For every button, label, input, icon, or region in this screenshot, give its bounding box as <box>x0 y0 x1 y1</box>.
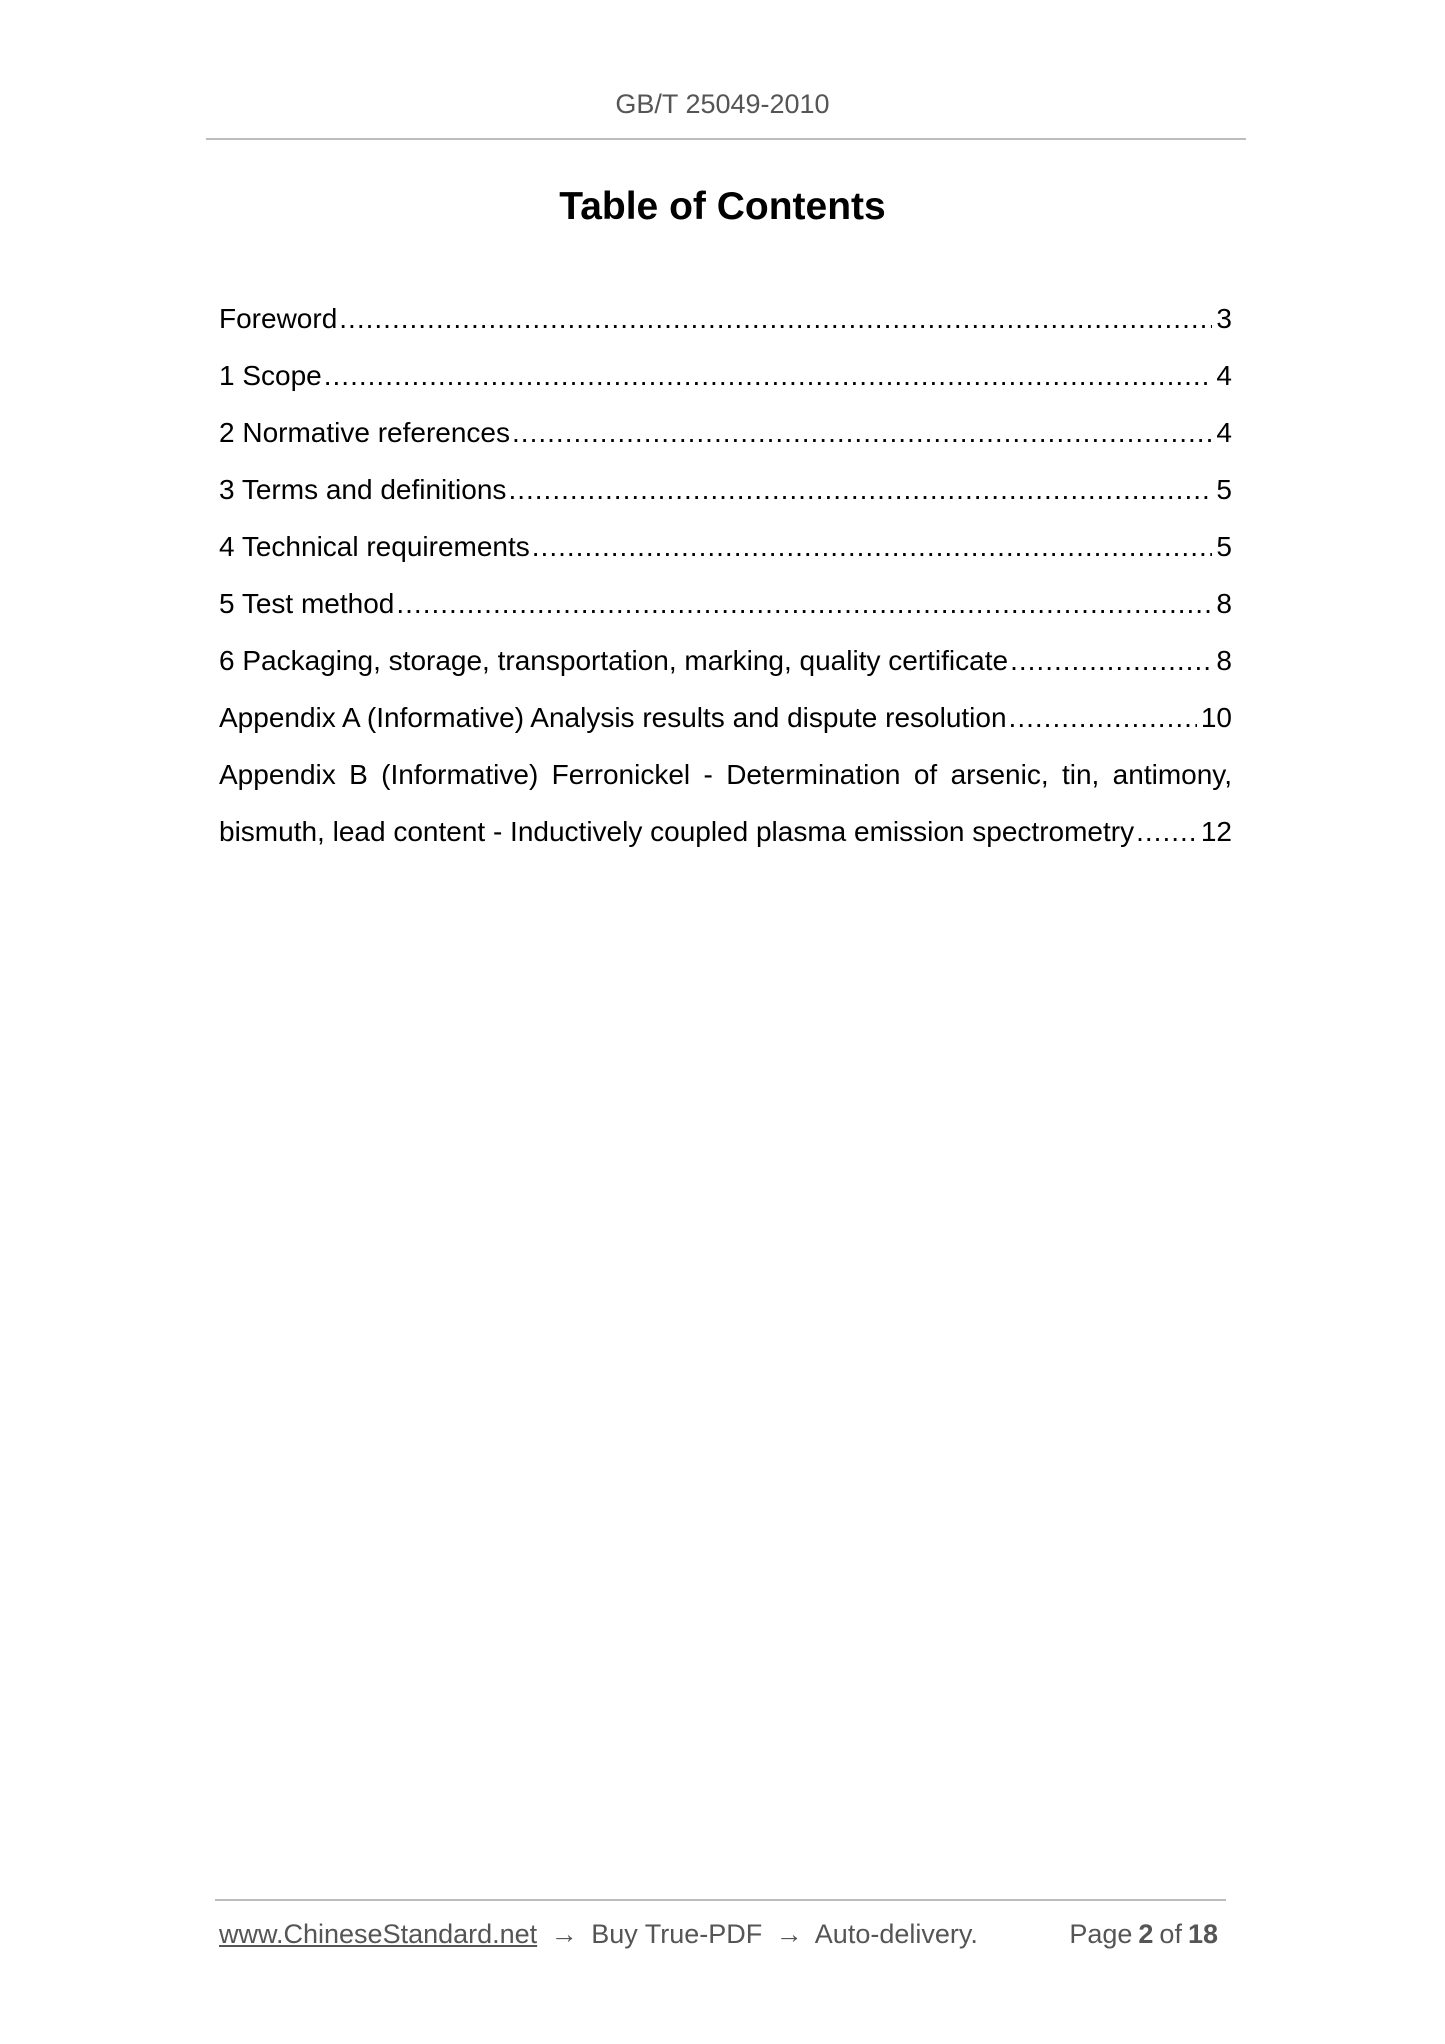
page-word: Page <box>1069 1919 1133 1949</box>
toc-dot-leader <box>512 404 1212 461</box>
footer-step-delivery: Auto-delivery. <box>814 1919 978 1949</box>
toc-entry-appendix-a[interactable] <box>219 689 1232 746</box>
footer-divider <box>215 1899 1226 1901</box>
toc-dot-leader <box>532 518 1213 575</box>
toc-entry-label: Appendix A (Informative) Analysis results and dispute resolution <box>219 702 1007 733</box>
toc-entry-page: 8 <box>1216 588 1232 619</box>
arrow-right-icon: → <box>775 1919 803 1949</box>
toc-entry-label: bismuth, lead content - Inductively coupled plasma emission spectrometry <box>219 816 1135 847</box>
toc-entry-packaging[interactable] <box>219 632 1232 689</box>
toc-entry-label: Foreword <box>219 303 338 334</box>
toc-entry-label: 2 Normative references <box>219 417 511 448</box>
toc-entry-page: 8 <box>1216 645 1232 676</box>
toc-entry-label: 5 Test method <box>219 588 395 619</box>
toc-dot-leader <box>1009 689 1197 746</box>
page-of: of <box>1159 1919 1182 1949</box>
toc-dot-leader <box>324 347 1213 404</box>
toc-entry-label: Appendix B (Informative) Ferronickel - Determination of arsenic, tin, antimony, <box>219 759 1232 790</box>
page-number <box>1069 1917 1224 1951</box>
toc-entry-page: 4 <box>1216 360 1232 391</box>
toc-entry-page: 5 <box>1216 474 1232 505</box>
toc-entry-normative-references[interactable] <box>219 404 1232 461</box>
page-footer <box>219 1917 1224 1951</box>
arrow-right-icon: → <box>550 1919 578 1949</box>
toc-entry-page: 4 <box>1216 417 1232 448</box>
toc-entry-page: 10 <box>1200 702 1232 733</box>
toc-entry-technical-requirements[interactable] <box>219 518 1232 575</box>
toc-entry-scope[interactable] <box>219 347 1232 404</box>
site-link[interactable]: www.ChineseStandard.net <box>219 1919 538 1949</box>
toc-dot-leader <box>1136 803 1197 860</box>
page-total: 18 <box>1187 1919 1218 1949</box>
toc-dot-leader <box>339 290 1212 347</box>
toc-entry-appendix-b-line2[interactable] <box>219 803 1232 860</box>
page-current: 2 <box>1138 1919 1154 1949</box>
toc-list <box>219 290 1232 860</box>
toc-dot-leader <box>396 575 1212 632</box>
toc-dot-leader <box>1010 632 1212 689</box>
toc-entry-test-method[interactable] <box>219 575 1232 632</box>
toc-entry-page: 3 <box>1216 303 1232 334</box>
document-header-code: GB/T 25049-2010 <box>615 89 830 119</box>
toc-entry-appendix-b-line1[interactable] <box>219 746 1232 803</box>
footer-promo <box>219 1917 978 1951</box>
toc-entry-foreword[interactable] <box>219 290 1232 347</box>
toc-entry-terms-definitions[interactable] <box>219 461 1232 518</box>
header-divider <box>206 138 1246 140</box>
toc-entry-label: 6 Packaging, storage, transportation, marking, quality certificate <box>219 645 1009 676</box>
toc-entry-label: 3 Terms and definitions <box>219 474 507 505</box>
toc-entry-page: 12 <box>1200 816 1232 847</box>
toc-dot-leader <box>508 461 1212 518</box>
toc-entry-label: 4 Technical requirements <box>219 531 530 562</box>
footer-step-buy: Buy True-PDF <box>591 1919 763 1949</box>
toc-title: Table of Contents <box>559 185 886 228</box>
toc-entry-page: 5 <box>1216 531 1232 562</box>
toc-entry-label: 1 Scope <box>219 360 322 391</box>
